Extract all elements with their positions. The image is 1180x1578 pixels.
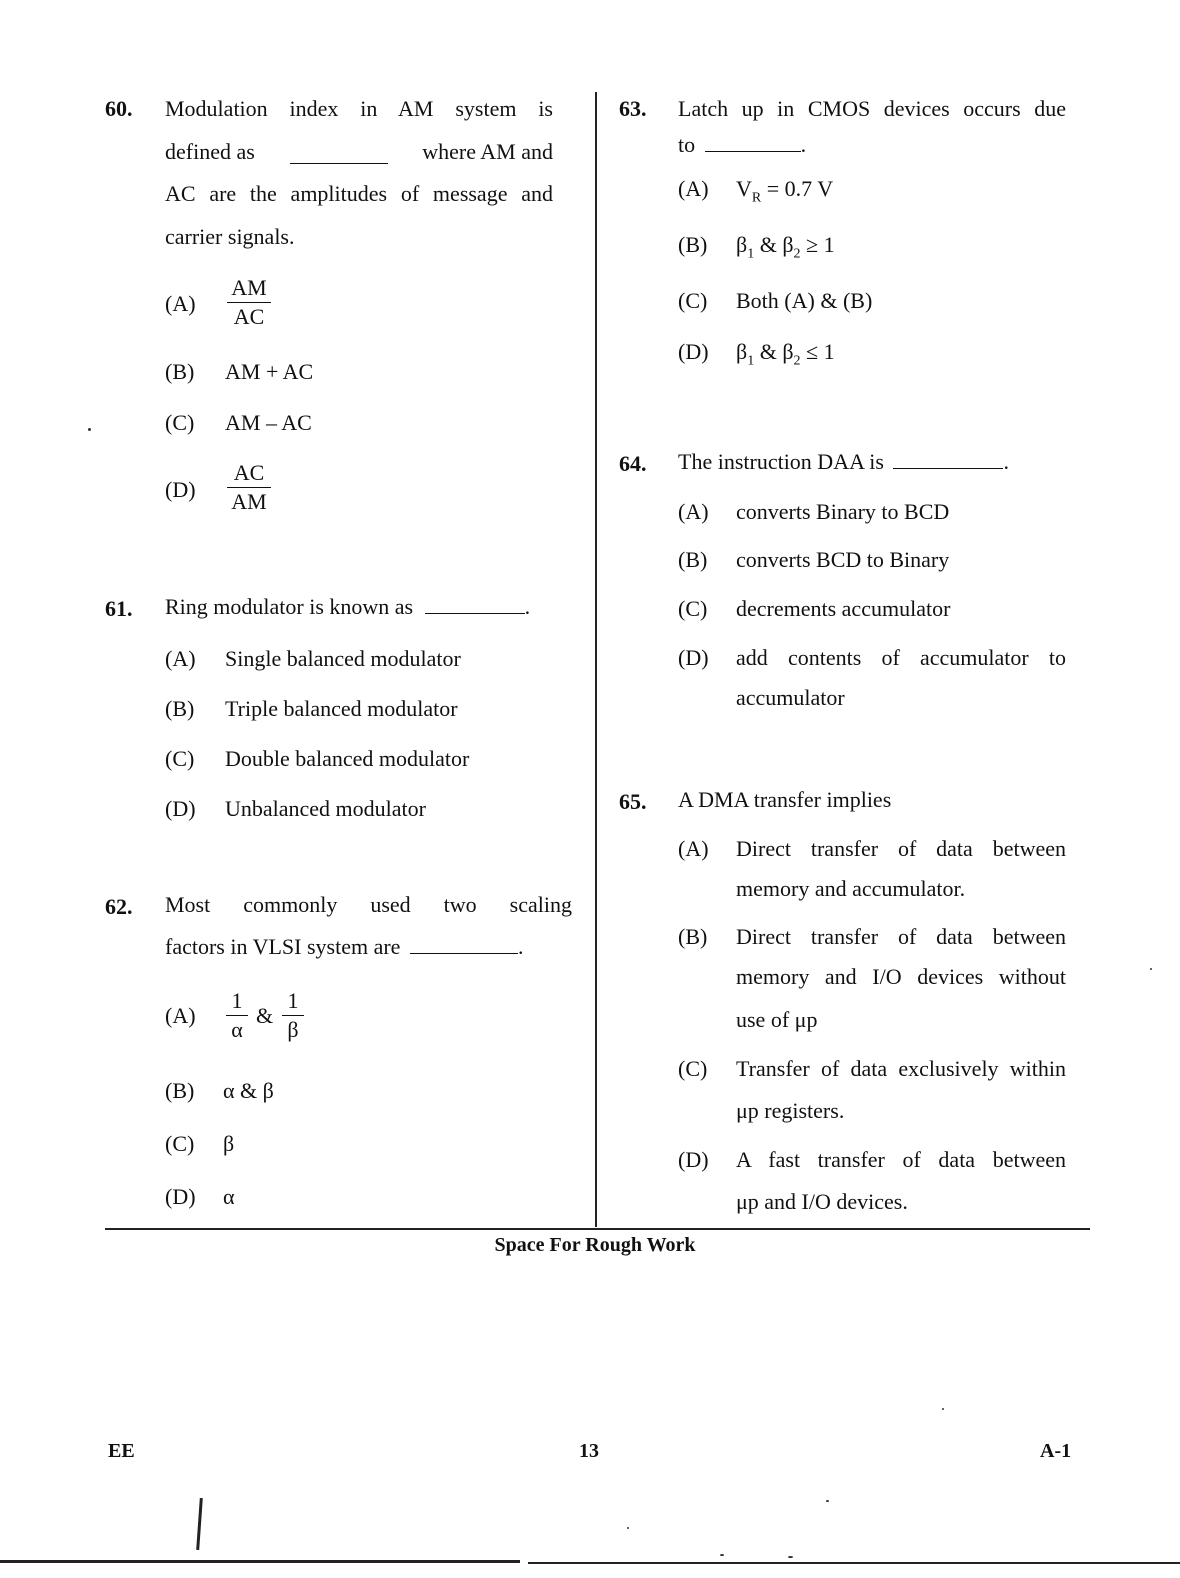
- option-label: (D): [678, 339, 709, 364]
- option-label: (A): [678, 836, 709, 861]
- option-label: (A): [165, 291, 196, 316]
- option-label: (B): [678, 547, 708, 572]
- question-text-line: carrier signals.: [165, 224, 295, 249]
- option-a[interactable]: [678, 499, 1068, 529]
- question-number: 64.: [619, 451, 647, 476]
- option-label: (B): [165, 696, 195, 721]
- answer-blank: [425, 612, 525, 614]
- option-text: decrements accumulator: [736, 596, 951, 621]
- scan-speck: [720, 1554, 724, 1556]
- question-number: 61.: [105, 596, 133, 621]
- question-text-fragment: defined as: [165, 139, 255, 164]
- option-label: (D): [165, 796, 196, 821]
- fraction-am-over-ac: [227, 274, 271, 331]
- option-d[interactable]: [678, 645, 1068, 717]
- option-text: memory and I/O devices without: [736, 964, 1066, 989]
- option-text: Single balanced modulator: [225, 646, 461, 671]
- voltage-symbol: V: [736, 176, 752, 201]
- subscript: 1: [747, 353, 755, 369]
- option-text: Direct transfer of data between: [736, 924, 1066, 949]
- option-label: (D): [165, 477, 196, 502]
- option-label: (D): [678, 1147, 709, 1172]
- question-text-line: Ring modulator is known as .: [165, 594, 531, 619]
- option-d[interactable]: [678, 339, 978, 369]
- option-label: (C): [678, 288, 708, 313]
- option-c[interactable]: [165, 410, 385, 440]
- footer-series-code: A-1: [1040, 1440, 1072, 1462]
- scan-speck: [788, 1556, 793, 1558]
- option-text: Double balanced modulator: [225, 746, 470, 771]
- option-b[interactable]: [165, 1078, 325, 1108]
- column-divider: [595, 92, 597, 1227]
- question-number: 60.: [105, 96, 133, 121]
- option-text: Both (A) & (B): [736, 288, 873, 313]
- scan-speck: [826, 1500, 829, 1502]
- condition: ≤ 1: [800, 339, 835, 364]
- option-b[interactable]: [165, 696, 525, 726]
- question-text-line: to .: [678, 132, 807, 157]
- option-label: (C): [165, 746, 195, 771]
- option-text: AM – AC: [225, 410, 312, 435]
- option-text: [736, 176, 833, 206]
- pen-mark: [196, 1498, 203, 1550]
- fraction-1-over-beta: [282, 987, 304, 1044]
- question-text-fragment: Ring modulator is known as: [165, 594, 414, 619]
- scan-speck: [942, 1408, 944, 1410]
- subscript: 1: [747, 246, 755, 262]
- option-label: (C): [165, 1131, 195, 1156]
- option-d[interactable]: [678, 1147, 1068, 1217]
- option-text: Transfer of data exclusively within: [736, 1056, 1066, 1081]
- option-text: use of μp: [736, 1007, 818, 1032]
- option-label: (C): [678, 596, 708, 621]
- denominator: AC: [233, 304, 265, 329]
- option-a[interactable]: [678, 176, 978, 206]
- option-text: α: [223, 1184, 235, 1209]
- option-text: converts BCD to Binary: [736, 547, 950, 572]
- option-label: (D): [165, 1184, 196, 1209]
- answer-blank: [410, 952, 518, 954]
- option-d[interactable]: [165, 796, 525, 826]
- option-c[interactable]: [678, 596, 1068, 626]
- option-d[interactable]: [165, 1184, 325, 1214]
- numerator: AM: [231, 275, 267, 300]
- question-text-fragment: where AM and: [422, 139, 553, 164]
- option-label: (C): [165, 410, 195, 435]
- beta-symbol: β: [736, 339, 748, 364]
- option-label: (B): [165, 359, 195, 384]
- denominator: α: [231, 1017, 243, 1042]
- option-text: [736, 339, 835, 369]
- option-text: α & β: [223, 1078, 274, 1103]
- fraction-ac-over-am: [227, 459, 271, 516]
- option-text: accumulator: [736, 685, 845, 710]
- question-text-line: AC are the amplitudes of message and: [165, 181, 553, 206]
- option-label: (B): [678, 232, 708, 257]
- option-label: (A): [678, 499, 709, 524]
- question-number: 62.: [105, 894, 133, 919]
- option-a[interactable]: [678, 836, 1068, 906]
- denominator: β: [287, 1017, 299, 1042]
- question-text-fragment: to: [678, 132, 696, 157]
- option-b[interactable]: [678, 547, 1068, 577]
- question-text-line: factors in VLSI system are .: [165, 934, 524, 959]
- numerator: AC: [233, 460, 265, 485]
- ampersand: &: [256, 1003, 274, 1028]
- rough-work-heading: Space For Rough Work: [494, 1234, 696, 1256]
- denominator: AM: [231, 489, 267, 514]
- subscript: R: [751, 190, 762, 206]
- question-number: 65.: [619, 789, 647, 814]
- condition: ≥ 1: [800, 232, 835, 257]
- question-text-line: A DMA transfer implies: [678, 787, 892, 812]
- option-a[interactable]: [165, 646, 525, 676]
- option-label: (B): [678, 924, 708, 949]
- question-text-line: Modulation index in AM system is: [165, 96, 553, 121]
- option-label: (A): [165, 646, 196, 671]
- option-text: μp registers.: [736, 1098, 845, 1123]
- subscript: 2: [793, 246, 801, 262]
- bottom-edge-rule-left: [0, 1560, 520, 1563]
- option-text: memory and accumulator.: [736, 876, 966, 901]
- question-text-line: Latch up in CMOS devices occurs due: [678, 96, 1066, 121]
- answer-blank: [290, 162, 388, 164]
- option-label: (B): [165, 1078, 195, 1103]
- fraction-1-over-alpha: [226, 987, 248, 1044]
- footer-subject-code: EE: [108, 1440, 135, 1462]
- option-text: Triple balanced modulator: [225, 696, 458, 721]
- option-label: (A): [165, 1003, 196, 1028]
- question-number: 63.: [619, 96, 647, 121]
- scan-speck: [88, 428, 91, 431]
- option-c[interactable]: [165, 746, 525, 776]
- answer-blank: [705, 150, 801, 152]
- question-text-fragment: The instruction DAA is: [678, 449, 884, 474]
- bottom-edge-rule-right: [528, 1562, 1180, 1564]
- option-text: add contents of accumulator to: [736, 645, 1066, 670]
- option-label: (A): [678, 176, 709, 201]
- option-text: μp and I/O devices.: [736, 1189, 908, 1214]
- numerator: 1: [231, 988, 243, 1013]
- option-text: β: [223, 1131, 235, 1156]
- rough-work-rule: [105, 1228, 1090, 1230]
- answer-blank: [893, 467, 1003, 469]
- option-c[interactable]: [678, 288, 978, 318]
- voltage-value: = 0.7 V: [761, 176, 834, 201]
- option-c[interactable]: [678, 1056, 1068, 1126]
- question-text-fragment: factors in VLSI system are: [165, 934, 401, 959]
- page-number: 13: [579, 1440, 599, 1462]
- question-text-line: The instruction DAA is .: [678, 449, 1009, 474]
- option-b[interactable]: [165, 359, 385, 389]
- option-text: AM + AC: [225, 359, 314, 384]
- question-text-line: Most commonly used two scaling: [165, 892, 572, 917]
- option-label: (D): [678, 645, 709, 670]
- scan-speck: [627, 1527, 629, 1529]
- option-text: Direct transfer of data between: [736, 836, 1066, 861]
- beta-symbol: β: [736, 232, 748, 257]
- option-c[interactable]: [165, 1131, 325, 1161]
- option-b[interactable]: [678, 924, 1068, 1039]
- option-text: Unbalanced modulator: [225, 796, 426, 821]
- option-text: converts Binary to BCD: [736, 499, 950, 524]
- beta-symbol: & β: [754, 232, 794, 257]
- option-text: [736, 232, 835, 262]
- numerator: 1: [287, 988, 299, 1013]
- option-label: (C): [678, 1056, 708, 1081]
- subscript: 2: [793, 353, 801, 369]
- question-text-line: [165, 131, 553, 173]
- option-b[interactable]: [678, 232, 978, 262]
- scan-speck: [1150, 968, 1152, 970]
- beta-symbol: & β: [754, 339, 794, 364]
- option-text: A fast transfer of data between: [736, 1147, 1066, 1172]
